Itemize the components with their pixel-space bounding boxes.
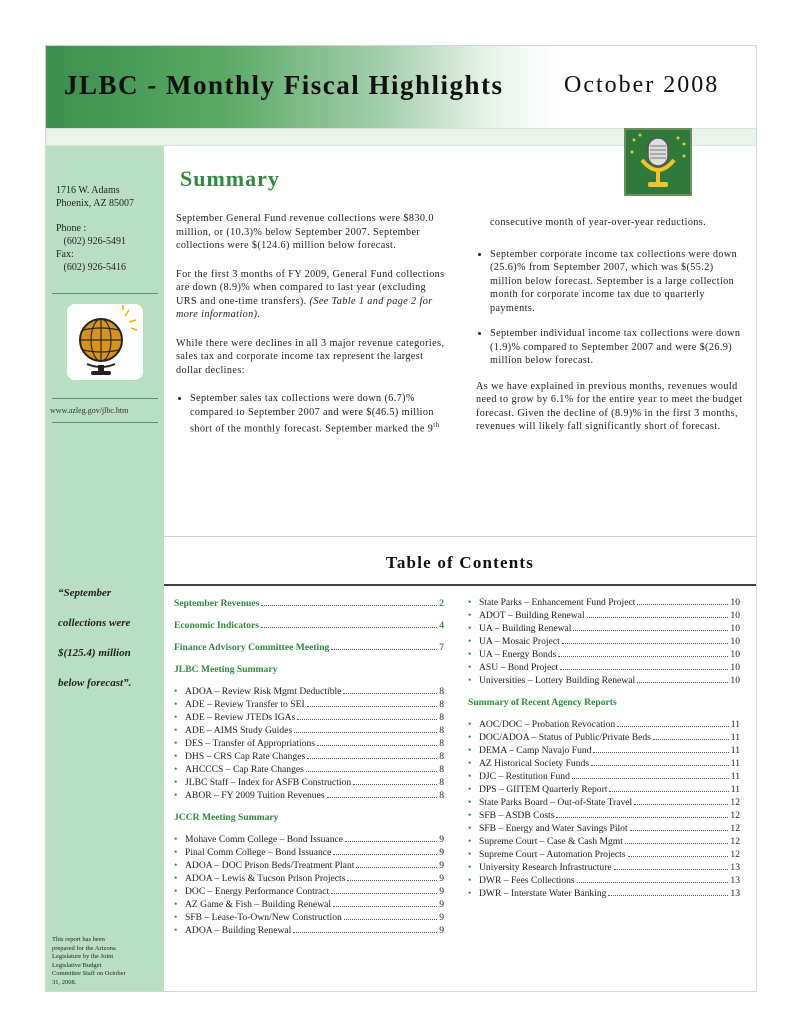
pull-quote-line: $(125.4) million [58,647,131,659]
leader-dots [573,630,728,631]
toc-entry-label: Universities – Lottery Building Renewal [479,675,636,686]
toc-page-number: 10 [730,675,740,686]
toc-page-number: 11 [730,784,740,795]
toc-page-number: 9 [439,886,444,897]
bullet-marker: • [468,862,472,873]
bullet-marker: • [174,751,178,762]
toc-entry-label: ADOA – Building Renewal [185,925,292,936]
toc-page-number: 12 [730,836,740,847]
toc-entry-label: UA – Mosaic Project [479,636,560,647]
toc-entry-label: DJC – Restitution Fund [479,771,570,782]
toc-entry[interactable] [174,886,444,899]
bullet-marker: • [468,758,472,769]
office-address: 1716 W. Adams Phoenix, AZ 85007 [56,185,135,209]
ordinal-suffix: th [433,421,440,429]
summary-paragraph: As we have explained in previous months, revenues would need to grow by 6.1% for the entire year to meet the budget forecast. Given the decline of (8.9)% in the first 3 months, revenues will likely fall significantly short of forecast. [476,380,743,432]
toc-section-jccr[interactable]: JCCR Meeting Summary [174,812,279,823]
leader-dots [617,726,729,727]
toc-entry-label: State Parks Board – Out-of-State Travel [479,797,633,808]
toc-page-number: 8 [439,712,444,723]
leader-dots [333,854,437,855]
summary-paragraph: While there were declines in all 3 major revenue categories, sales tax and corporate income tax represent the largest dollar declines: [176,337,445,376]
summary-heading: Summary [180,166,280,191]
sidebar-divider [52,422,158,423]
summary-bullets [476,248,748,368]
bullet-marker: • [174,834,178,845]
bullet-marker: • [174,712,178,723]
toc-entry[interactable] [468,849,740,862]
toc-entry[interactable] [468,662,740,675]
bullet-marker: • [174,886,178,897]
toc-entry[interactable] [174,686,444,699]
toc-entry-label: SFB – ASDB Costs [479,810,555,821]
leader-dots [261,627,437,628]
website-link[interactable]: www.azleg.gov/jlbc.htm [50,406,129,415]
toc-entry[interactable] [468,597,740,610]
toc-link-label: Finance Advisory Committee Meeting [174,642,330,653]
toc-entry-label: AZ Game & Fish – Building Renewal [185,899,332,910]
prepared-by-note: This report has been prepared for the Arizona Legislature by the Joint Legislative Budget Committee Staff on October 31, 2008. [52,936,126,986]
toc-entry-label: DWR – Interstate Water Banking [479,888,607,899]
toc-page-number: 8 [439,699,444,710]
toc-page-number: 9 [439,873,444,884]
toc-entry[interactable] [468,758,740,771]
bullet-marker: • [468,797,472,808]
leader-dots [556,817,728,818]
toc-page-number: 10 [730,610,740,621]
leader-dots [317,745,437,746]
toc-page-number: 9 [439,834,444,845]
section-divider [164,536,756,537]
toc-entry-label: Pinal Comm College – Bond Issuance [185,847,332,858]
toc-column-left [174,598,444,938]
toc-entry-label: SFB – Energy and Water Savings Pilot [479,823,628,834]
summary-paragraph [176,268,446,322]
toc-entry[interactable] [174,764,444,777]
leader-dots [344,919,437,920]
pull-quote-line: “September [58,587,112,599]
toc-entry-label: Supreme Court – Case & Cash Mgmt [479,836,623,847]
toc-page-number: 9 [439,847,444,858]
bullet-marker: • [468,675,472,686]
toc-entry-label: ADE – AIMS Study Guides [185,725,293,736]
bullet-marker: • [468,597,472,608]
toc-page-number: 8 [439,764,444,775]
leader-dots [343,693,437,694]
pull-quote [58,578,160,698]
bullet-marker: • [468,836,472,847]
toc-section-agency-reports[interactable]: Summary of Recent Agency Reports [468,697,617,708]
summary-paragraph: September General Fund revenue collections were $830.0 million, or (10.3)% below September 2007. September collections were $(124.6) million below forecast. [176,213,434,251]
toc-jccr-continued-list [468,597,740,688]
bullet-marker: • [174,790,178,801]
newsletter-page [45,45,757,992]
leader-dots [331,893,437,894]
toc-page-number: 8 [439,725,444,736]
toc-entry-label: DES – Transfer of Appropriations [185,738,316,749]
toc-entry-label: ADE – Review JTEDs IGAs [185,712,296,723]
leader-dots [577,882,729,883]
bullet-marker: • [468,888,472,899]
toc-entry-label: UA – Building Renewal [479,623,572,634]
bullet-marker: • [468,623,472,634]
toc-entry-label: DOC – Energy Performance Contract [185,886,330,897]
toc-entry-label: SFB – Lease-To-Own/New Construction [185,912,342,923]
bullet-marker: • [468,719,472,730]
toc-page-number: 11 [730,771,740,782]
toc-entry[interactable] [468,610,740,623]
toc-page-number: 11 [730,719,740,730]
leader-dots [347,880,437,881]
toc-page-number: 12 [730,797,740,808]
toc-entry-label: AZ Historical Society Funds [479,758,590,769]
bullet-marker: • [174,912,178,923]
bullet-marker: • [468,784,472,795]
bullet-marker: • [468,810,472,821]
toc-entry[interactable] [468,784,740,797]
sidebar-divider [52,398,158,399]
bullet-marker: • [468,649,472,660]
toc-page-number: 8 [439,751,444,762]
summary-text: For the first 3 months of FY 2009, General Fund collections are down (8.9)% when compared to last year (excluding URS and one-time transfers). [176,268,445,307]
toc-link-label: Economic Indicators [174,620,260,631]
toc-page-number: 4 [439,620,444,631]
toc-page-number: 7 [439,642,444,653]
leader-dots [608,895,728,896]
toc-entry[interactable] [174,834,444,847]
toc-link-label: September Revenues [174,598,260,609]
toc-entry-label: AOC/DOC – Probation Revocation [479,719,616,730]
toc-entry-label: DPS – GIITEM Quarterly Report [479,784,608,795]
toc-entry-label: AHCCCS – Cap Rate Changes [185,764,304,775]
toc-entry-label: ADOA – Review Risk Mgmt Deductible [185,686,342,697]
toc-divider [164,584,756,586]
bullet-marker: • [174,899,178,910]
toc-entry[interactable] [174,777,444,790]
toc-entry[interactable] [468,719,740,732]
leader-dots [331,649,437,650]
leader-dots [345,841,437,842]
toc-entry-label: Supreme Court – Automation Projects [479,849,626,860]
toc-entry[interactable] [468,636,740,649]
pull-quote-line: collections were [58,617,131,629]
toc-entry-label: ADOA – Lewis & Tucson Prison Projects [185,873,346,884]
toc-entry[interactable] [468,836,740,849]
toc-entry[interactable] [468,745,740,758]
toc-column-right [468,597,740,901]
toc-entry-label: JLBC Staff – Index for ASFB Construction [185,777,352,788]
toc-entry[interactable] [468,797,740,810]
leader-dots [562,643,729,644]
leader-dots [558,656,728,657]
toc-entry[interactable] [174,751,444,764]
toc-entry[interactable] [174,912,444,925]
leader-dots [572,778,729,779]
toc-jlbc-list [174,686,444,803]
toc-page-number: 9 [439,899,444,910]
leader-dots [609,791,728,792]
leader-dots [637,604,728,605]
bullet-marker: • [174,764,178,775]
bullet-marker: • [174,925,178,936]
toc-entry[interactable] [468,862,740,875]
table-reference-note: (See Table 1 and page 2 for more information). [176,295,433,320]
pull-quote-line: below forecast”. [58,677,132,689]
toc-entry-label: ADOT – Building Renewal [479,610,585,621]
leader-dots [353,784,437,785]
bullet-marker: • [468,875,472,886]
toc-page-number: 9 [439,925,444,936]
leader-dots [625,843,729,844]
toc-jccr-list [174,834,444,938]
toc-page-number: 2 [439,598,444,609]
summary-column-right [476,216,748,449]
toc-entry-label: ASU – Bond Project [479,662,559,673]
bullet-marker: • [468,662,472,673]
toc-entry[interactable] [468,888,740,901]
leader-dots [560,669,728,670]
toc-entry[interactable] [174,860,444,873]
toc-entry[interactable] [468,810,740,823]
toc-page-number: 12 [730,823,740,834]
leader-dots [591,765,729,766]
bullet-marker: • [174,738,178,749]
toc-entry-label: ADE – Review Transfer to SEI [185,699,305,710]
leader-dots [356,867,437,868]
toc-entry-label: DWR – Fees Collections [479,875,575,886]
toc-entry-label: University Research Infrastructure [479,862,612,873]
summary-bullet: • September corporate income tax collections were down (25.6)% from September 2007, which was $(55.2) million below forecast. September is a large collection month for corporate income tax due to quarterly payments. [490,248,748,316]
toc-page-number: 8 [439,777,444,788]
toc-link-september-revenues[interactable] [174,598,444,611]
toc-section-jlbc[interactable]: JLBC Meeting Summary [174,664,278,675]
toc-page-number: 8 [439,790,444,801]
toc-entry[interactable] [468,623,740,636]
bullet-marker: • [174,777,178,788]
toc-entry[interactable] [174,712,444,725]
toc-entry[interactable] [468,732,740,745]
toc-entry[interactable] [468,875,740,888]
bullet-marker: • [468,849,472,860]
leader-dots [587,617,729,618]
leader-dots [614,869,729,870]
leader-dots [306,771,437,772]
toc-entry[interactable] [468,771,740,784]
toc-entry-label: DOC/ADOA – Status of Public/Private Beds [479,732,651,743]
toc-entry[interactable] [174,699,444,712]
toc-page-number: 10 [730,636,740,647]
microphone-icon [624,128,692,196]
toc-page-number: 8 [439,686,444,697]
toc-agency-list [468,719,740,901]
toc-link-finance-advisory[interactable] [174,642,444,655]
leader-dots [628,856,729,857]
summary-bullet [190,392,446,436]
toc-page-number: 9 [439,860,444,871]
toc-page-number: 12 [730,810,740,821]
toc-page-number: 13 [730,862,740,873]
bullet-marker: • [468,771,472,782]
toc-entry-label: UA – Energy Bonds [479,649,557,660]
leader-dots [307,706,438,707]
leader-dots [293,932,437,933]
toc-entry-label: DHS – CRS Cap Rate Changes [185,751,306,762]
toc-entry[interactable] [468,823,740,836]
toc-entry[interactable] [174,925,444,938]
bullet-marker: • [174,873,178,884]
issue-date: October 2008 [564,72,720,98]
newsletter-title: JLBC - Monthly Fiscal Highlights [64,70,504,100]
toc-entry[interactable] [174,847,444,860]
leader-dots [261,605,437,606]
toc-entry-label: ADOA – DOC Prison Beds/Treatment Plant [185,860,355,871]
sidebar [46,146,164,991]
sidebar-divider [52,293,158,294]
leader-dots [593,752,728,753]
toc-entry-label: DEMA – Camp Navajo Fund [479,745,592,756]
leader-dots [630,830,729,831]
toc-link-economic-indicators[interactable] [174,620,444,633]
leader-dots [333,906,437,907]
toc-page-number: 9 [439,912,444,923]
summary-bullets [176,392,446,436]
toc-entry[interactable] [174,738,444,751]
bullet-marker: • [174,686,178,697]
toc-page-number: 13 [730,888,740,899]
leader-dots [327,797,438,798]
leader-dots [294,732,437,733]
toc-entry[interactable] [174,790,444,803]
bullet-marker: • [468,636,472,647]
toc-entry[interactable] [468,675,740,688]
leader-dots [307,758,437,759]
globe-icon [67,304,143,380]
toc-heading: Table of Contents [385,553,535,572]
bullet-marker: • [468,732,472,743]
toc-entry-label: Mohave Comm College – Bond Issuance [185,834,344,845]
contact-numbers: Phone : (602) 926-5491 Fax: (602) 926-5416 [56,223,126,273]
leader-dots [634,804,728,805]
leader-dots [297,719,437,720]
toc-entry[interactable] [468,649,740,662]
toc-entry-label: State Parks – Enhancement Fund Project [479,597,636,608]
bullet-marker: • [174,699,178,710]
bullet-continuation: consecutive month of year-over-year reductions. [490,217,707,228]
bullet-marker: • [468,610,472,621]
toc-page-number: 12 [730,849,740,860]
bullet-marker: • [174,847,178,858]
bullet-marker: • [174,860,178,871]
toc-page-number: 10 [730,597,740,608]
toc-page-number: 8 [439,738,444,749]
bullet-marker: • [174,725,178,736]
toc-page-number: 10 [730,649,740,660]
header-banner [46,46,756,128]
bullet-text: September sales tax collections were down (6.7)% compared to September 2007 and were $(46.5) million short of the monthly forecast. September marked the 9 [190,393,434,435]
toc-entry[interactable] [174,873,444,886]
toc-page-number: 13 [730,875,740,886]
toc-page-number: 11 [730,758,740,769]
toc-page-number: 11 [730,745,740,756]
leader-dots [653,739,729,740]
toc-entry-label: ABOR – FY 2009 Tuition Revenues [185,790,325,801]
toc-page-number: 11 [730,732,740,743]
summary-bullet: • September individual income tax collections were down (1.9)% compared to September 2007 and were $(26.9) million below forecast. [490,327,748,368]
bullet-marker: • [468,823,472,834]
leader-dots [637,682,728,683]
toc-page-number: 10 [730,662,740,673]
toc-entry[interactable] [174,899,444,912]
toc-page-number: 10 [730,623,740,634]
toc-entry[interactable] [174,725,444,738]
summary-column-left [176,212,446,448]
bullet-marker: • [468,745,472,756]
